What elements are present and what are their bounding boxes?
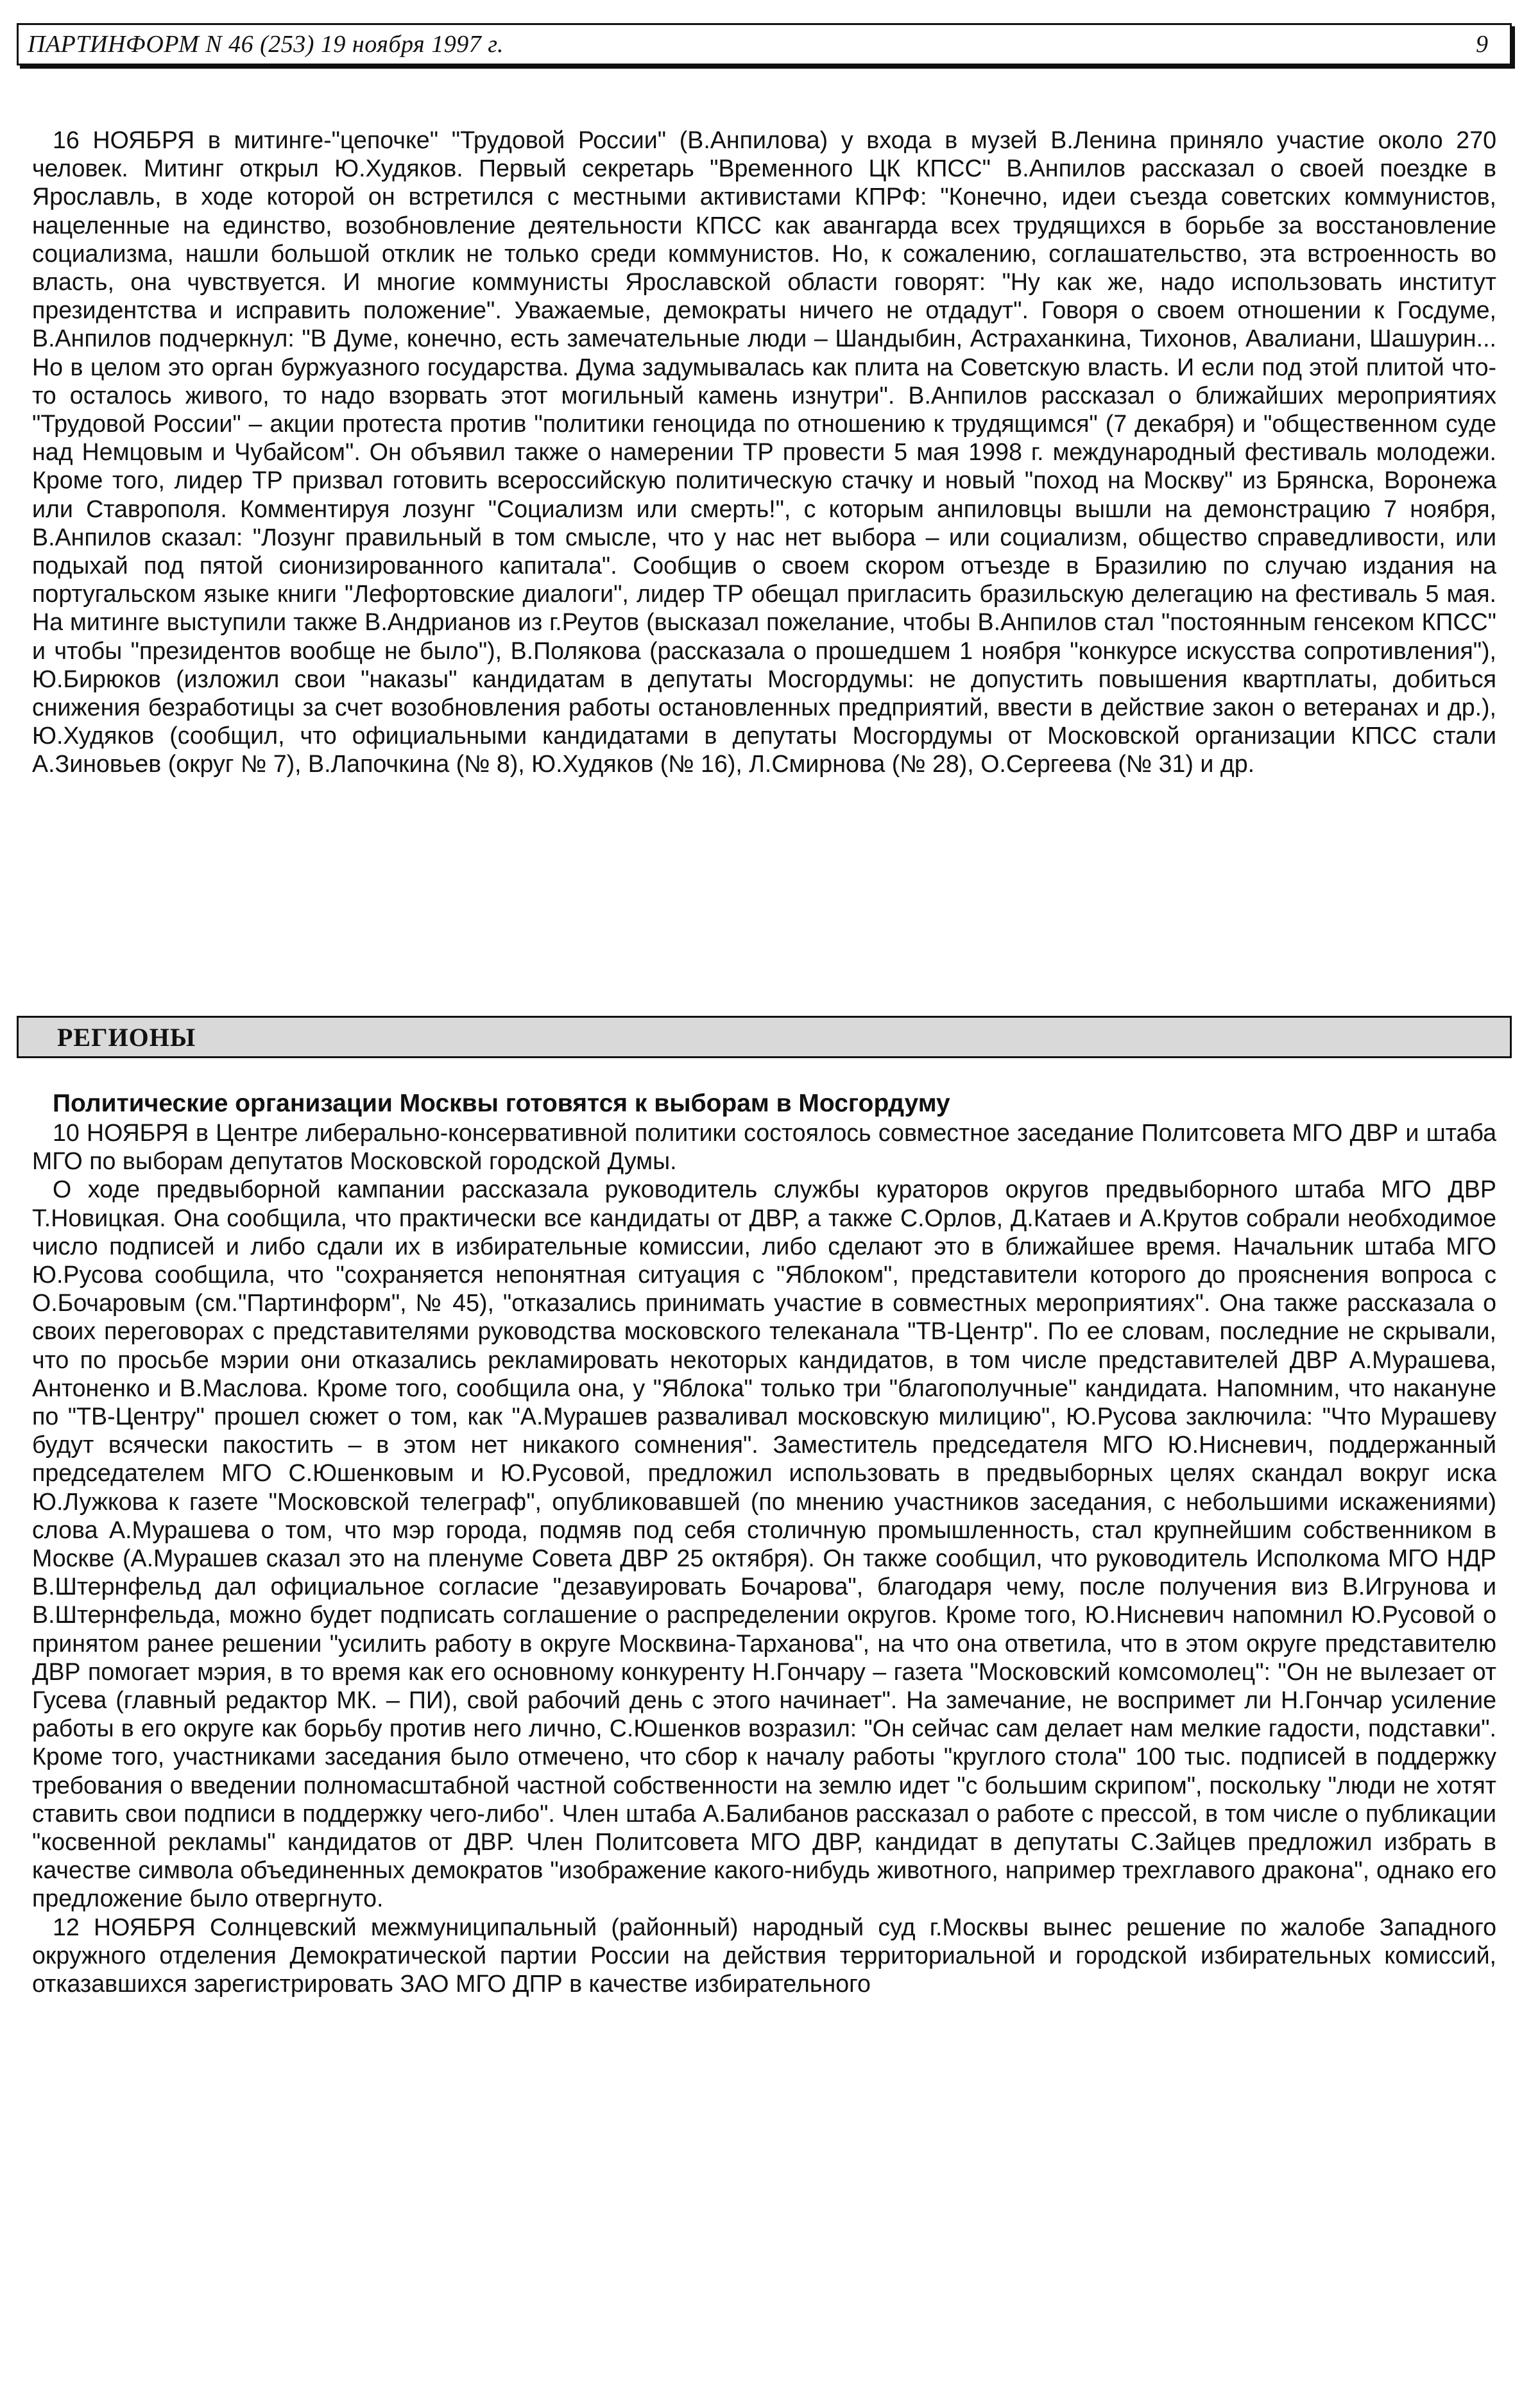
article-paragraph: О ходе предвыборной кампании рассказала руководитель службы кураторов округов предвыборного штаба МГО ДВР Т.Новицкая. Она сообщила, что практически все кандидаты от ДВР, а также С.Орлов, Д.Катаев и А.Крутов собрали необходимое число подписей и либо сдали их в избирательные комиссии, либо сделают это в ближайшее время. Начальник штаба МГО Ю.Русова сообщила, что "сохраняется непонятная ситуация с "Яблоком", представители которого до прояснения вопроса с О.Бочаровым (см."Партинформ", № 45), "отказались принимать участие в совместных мероприятиях". Она также рассказала о своих переговорах с представителями руководства московского телеканала "ТВ-Центр". По ее словам, последние не скрывали, что по просьбе мэрии они отказались рекламировать некоторых кандидатов, в том числе представителей ДВР А.Мурашева, Антоненко и В.Маслова. Кроме того, сообщила она, у "Яблока" только три "благополучные" кандидата. Напомним, что накануне по "ТВ-Центру" прошел сюжет о том, как "А.Мурашев разваливал московскую милицию", Ю.Русова заключила: "Что Мурашеву будут всячески пакостить – в этом нет никакого сомнения". Заместитель председателя МГО Ю.Нисневич, поддержанный председателем МГО С.Юшенковым и Ю.Русовой, предложил использовать в предвыборных целях скандал вокруг иска Ю.Лужкова к газете "Московской телеграф", опубликовавшей (по мнению участников заседания, с небольшими искажениями) слова А.Мурашева о том, что мэр города, подмяв под себя столичную промышленность, стал крупнейшим собственником в Москве (А.Мурашев сказал это на пленуме Совета ДВР 25 октября). Он также сообщил, что руководитель Исполкома МГО НДР В.Штернфельд дал официальное согласие "дезавуировать Бочарова", благодаря чему, после получения виз В.Игрунова и В.Штернфельда, можно будет подписать соглашение о распределении округов. Кроме того, Ю.Нисневич напомнил Ю.Русовой о принятом ранее решении "усилить работу в округе Москвина-Тарханова", на что она ответила, что в этом округе представителю ДВР помогает мэрия, в то время как его основному конкуренту Н.Гончару – газета "Московский комсомолец": "Он не вылезает от Гусева (главный редактор МК. – ПИ), свой рабочий день с этого начинает". На замечание, не воспримет ли Н.Гончар усиление работы в его округе как борьбу против него лично, С.Юшенков возразил: "Он сейчас сам делает нам мелкие гадости, подставки". Кроме того, участниками заседания было отмечено, что сбор к началу работы "круглого стола" 100 тыс. подписей в поддержку требования о введении полномасштабной частной собственности на землю идет "с большим скрипом", поскольку "люди не хотят ставить свои подписи в поддержку чего-либо". Член штаба А.Балибанов рассказал о работе с прессой, в том числе о публикации "косвенной рекламы" кандидатов от ДВР. Член Политсовета МГО ДВР, кандидат в депутаты С.Зайцев предложил избрать в качестве символа объединенных демократов "изображение какого-нибудь животного, например трехглавого дракона", однако его предложение было отвергнуто. [32,1176,1496,1912]
top-article [32,126,1496,778]
regions-article [32,1089,1496,1998]
article-paragraph: 16 НОЯБРЯ в митинге-"цепочке" "Трудовой России" (В.Анпилова) у входа в музей В.Ленина приняло участие около 270 человек. Митинг открыл Ю.Худяков. Первый секретарь "Временного ЦК КПСС" В.Анпилов рассказал о своей поездке в Ярославль, в ходе которой он встретился с местными активистами КПРФ: "Конечно, идеи съезда советских коммунистов, нацеленные на единство, возобновление деятельности КПСС как авангарда всех трудящихся в борьбе за восстановление социализма, нашли большой отклик не только среди коммунистов. Но, к сожалению, соглашательство, эта встроенность во власть, она чувствуется. И многие коммунисты Ярославской области говорят: "Ну как же, надо использовать институт президентства и исправить положение". Уважаемые, демократы ничего не отдадут". Говоря о своем отношении к Госдуме, В.Анпилов подчеркнул: "В Думе, конечно, есть замечательные люди – Шандыбин, Астраханкина, Тихонов, Авалиани, Шашурин... Но в целом это орган буржуазного государства. Дума задумывалась как плита на Советскую власть. И если под этой плитой что-то осталось живого, то надо взорвать этот могильный камень изнутри". В.Анпилов рассказал о ближайших мероприятиях "Трудовой России" – акции протеста против "политики геноцида по отношению к трудящимся" (7 декабря) и "общественном суде над Немцовым и Чубайсом". Он объявил также о намерении ТР провести 5 мая 1998 г. международный фестиваль молодежи. Кроме того, лидер ТР призвал готовить всероссийскую политическую стачку и новый "поход на Москву" из Брянска, Воронежа или Ставрополя. Комментируя лозунг "Социализм или смерть!", с которым анпиловцы вышли на демонстрацию 7 ноября, В.Анпилов сказал: "Лозунг правильный в том смысле, что у нас нет выбора – или социализм, общество справедливости, или подыхай под пятой сионизированного капитала". Сообщив о своем скором отъезде в Бразилию по случаю издания на португальском языке книги "Лефортовские диалоги", лидер ТР обещал пригласить бразильскую делегацию на фестиваль 5 мая. На митинге выступили также В.Андрианов из г.Реутов (высказал пожелание, чтобы В.Анпилов стал "постоянным генсеком КПСС" и чтобы "президентов вообще не было"), В.Полякова (рассказала о прошедшем 1 ноября "конкурсе искусства сопротивления"), Ю.Бирюков (изложил свои "наказы" кандидатам в депутаты Мосгордумы: не допустить повышения квартплаты, добиться снижения безработицы за счет возобновления работы остановленных предприятий, ввести в действие закон о ветеранах и др.), Ю.Худяков (сообщил, что официальными кандидатами в депутаты Мосгордумы от Московской организации КПСС стали А.Зиновьев (округ № 7), В.Лапочкина (№ 8), Ю.Худяков (№ 16), Л.Смирнова (№ 28), О.Сергеева (№ 31) и др. [32,126,1496,778]
page-number: 9 [1476,31,1488,58]
article-headline: Политические организации Москвы готовятся к выборам в Мосгордуму [53,1090,950,1117]
section-title: РЕГИОНЫ [57,1022,196,1052]
section-header-bar [17,1016,1512,1058]
running-header [17,23,1512,65]
article-paragraph: 12 НОЯБРЯ Солнцевский межмуниципальный (районный) народный суд г.Москвы вынес решение по жалобе Западного окружного отделения Демократической партии России на действия территориальной и городской избирательных комиссий, отказавшихся зарегистрировать ЗАО МГО ДПР в качестве избирательного [32,1913,1496,1998]
publication-title: ПАРТИНФОРМ N 46 (253) 19 ноября 1997 г. [28,31,504,58]
article-paragraph: 10 НОЯБРЯ в Центре либерально-консервативной политики состоялось совместное заседание Политсовета МГО ДВР и штаба МГО по выборам депутатов Московской городской Думы. [32,1119,1496,1175]
